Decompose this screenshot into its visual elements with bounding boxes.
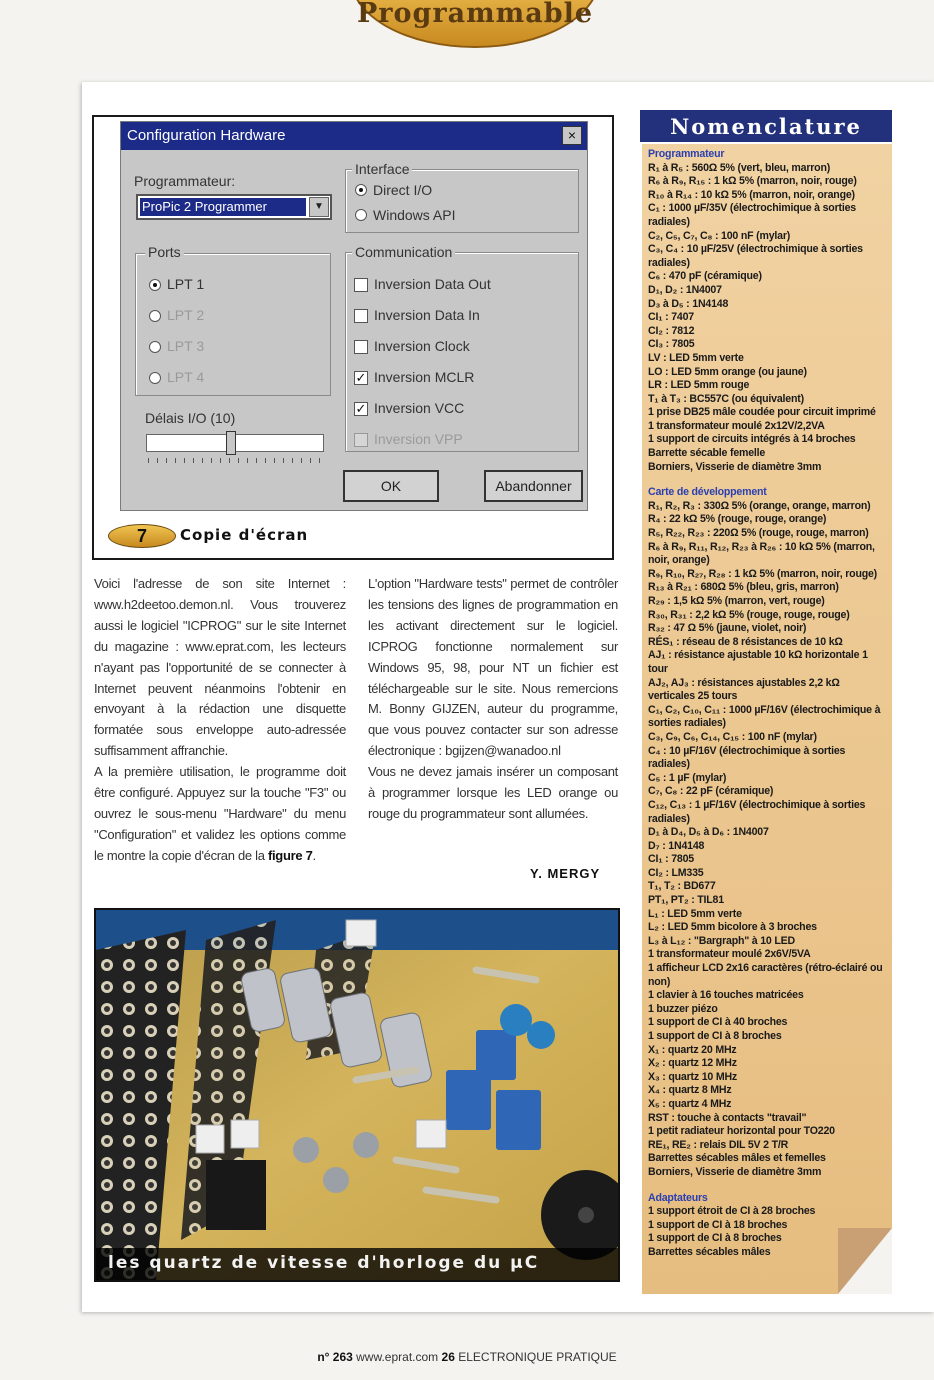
paragraph-text: A la première utilisation, le programme doit être configuré. Appuyez sur la touche "F3" ou ouvrez le sous-menu "Hardware" du menu "Configuration" et validez les options comme le montre la copie d'écran de la (94, 764, 346, 863)
nomenclature-item: Barrettes sécables mâles (648, 1245, 771, 1258)
nomenclature-box (638, 108, 894, 1298)
nomenclature-item: R₄ : 22 kΩ 5% (rouge, rouge, orange) (648, 513, 827, 526)
ports-label: Ports (145, 244, 184, 260)
nomenclature-item: RE₁, RE₂ : relais DIL 5V 2 T/R (648, 1138, 789, 1151)
nomenclature-item: C₁, C₂, C₁₀, C₁₁ : 1000 µF/16V (électrochimique à sorties radiales) (648, 703, 881, 730)
nomenclature-item: CI₂ : LM335 (648, 866, 704, 879)
nomenclature-section-heading: Programmateur (648, 148, 725, 160)
delay-slider-ticks (148, 458, 320, 463)
nomenclature-item: C₃, C₄ : 10 µF/25V (électrochimique à sorties radiales) (648, 243, 863, 269)
checkmark-icon: ✓ (355, 370, 367, 385)
nomenclature-item: 1 support de CI à 8 broches (648, 1030, 782, 1042)
nomenclature-item: 1 transformateur moulé 2x6V/5VA (648, 948, 811, 961)
nomenclature-item: PT₁, PT₂ : TIL81 (648, 894, 724, 907)
nomenclature-item: R₅, R₂₂, R₂₃ : 220Ω 5% (rouge, rouge, marron) (648, 527, 869, 540)
nomenclature-item: 1 afficheur LCD 2x16 caractères (rétro-éclairé ou non) (648, 962, 883, 988)
pcb-photo-illustration (96, 910, 618, 1280)
delay-slider-thumb[interactable] (226, 431, 236, 455)
close-button[interactable] (562, 126, 582, 145)
section-header-tab (350, 0, 600, 48)
nomenclature-item: CI₁ : 7805 (648, 853, 694, 866)
checkbox-inversion-mclr[interactable] (354, 371, 368, 385)
issue-number: n° 263 (317, 1350, 353, 1364)
nomenclature-item: L₁ : LED 5mm verte (648, 907, 742, 920)
dialog-title: Configuration Hardware (127, 127, 286, 144)
nomenclature-item: LR : LED 5mm rouge (648, 379, 750, 392)
nomenclature-item: Borniers, Visserie de diamètre 3mm (648, 1165, 822, 1178)
photo-caption-bar (96, 1248, 618, 1280)
nomenclature-item: R₉, R₁₀, R₂₇, R₂₈ : 1 kΩ 5% (marron, noir, rouge) (648, 567, 878, 580)
nomenclature-item: R₃₀, R₃₁ : 2,2 kΩ 5% (rouge, rouge, rouge) (648, 608, 850, 621)
dialog-titlebar[interactable] (121, 122, 587, 150)
nomenclature-list (648, 148, 888, 1260)
nomenclature-item: CI₂ : 7812 (648, 324, 695, 337)
nomenclature-item: X₃ : quartz 10 MHz (648, 1070, 738, 1083)
nomenclature-item: RÉS₁ : réseau de 8 résistances de 10 kΩ (648, 635, 843, 648)
nomenclature-item: Borniers, Visserie de diamètre 3mm (648, 460, 822, 473)
nomenclature-title: Nomenclature (670, 114, 862, 139)
nomenclature-item: X₂ : quartz 12 MHz (648, 1057, 737, 1070)
communication-label: Communication (352, 244, 455, 260)
interface-label: Interface (352, 161, 412, 177)
port-lpt4-label: LPT 4 (167, 369, 205, 385)
nomenclature-item: 1 support de CI à 18 broches (648, 1218, 788, 1231)
nomenclature-section-heading: Adaptateurs (648, 1191, 708, 1204)
nomenclature-item: C₄ : 10 µF/16V (électrochimique à sorties radiales) (648, 744, 846, 771)
paragraph: Vous ne devez jamais insérer un composant à programmer lorsque les LED orange ou rouge du programmateur sont allumées. (368, 764, 618, 821)
figure-number-badge: 7 (108, 524, 176, 548)
nomenclature-item: 1 support de CI à 8 broches (648, 1232, 782, 1245)
inversion-clock-label: Inversion Clock (374, 338, 470, 354)
checkbox-inversion-vpp[interactable] (354, 433, 368, 447)
page-number: 26 (441, 1350, 455, 1364)
nomenclature-item: 1 petit radiateur horizontal pour TO220 (648, 1125, 835, 1138)
direct-io-label: Direct I/O (373, 182, 433, 198)
section-title: Programmable (356, 0, 594, 29)
figure-caption-row (108, 522, 408, 550)
delay-label: Délais I/O (10) (145, 410, 236, 426)
nomenclature-item: 1 transformateur moulé 2x12V/2,2VA (648, 419, 825, 432)
nomenclature-item: 1 support de CI à 40 broches (648, 1016, 788, 1029)
config-hardware-dialog (120, 121, 588, 511)
nomenclature-item: X₅ : quartz 4 MHz (648, 1097, 732, 1110)
paragraph-end: . (312, 847, 316, 863)
nomenclature-item: Barrette sécable femelle (648, 447, 766, 460)
nomenclature-item: AJ₂, AJ₃ : résistances ajustables 2,2 kΩ verticales 25 tours (648, 676, 840, 703)
nomenclature-item: R₂₉ : 1,5 kΩ 5% (marron, vert, rouge) (648, 595, 825, 607)
checkbox-inversion-vcc[interactable] (354, 402, 368, 416)
nomenclature-item: C₇, C₈ : 22 pF (céramique) (648, 785, 774, 798)
nomenclature-item: R₁, R₂, R₃ : 330Ω 5% (orange, orange, marron) (648, 499, 871, 512)
nomenclature-item: C₁ : 1000 µF/35V (électrochimique à sorties radiales) (648, 202, 856, 228)
nomenclature-item: LO : LED 5mm orange (ou jaune) (648, 365, 807, 378)
nomenclature-item: R₆ à R₉, R₁₁, R₁₂, R₂₃ à R₂₆ : 10 kΩ 5% (marron, noir, orange) (648, 540, 875, 567)
inversion-mclr-label: Inversion MCLR (374, 369, 475, 385)
nomenclature-item: Barrettes sécables mâles et femelles (648, 1152, 826, 1165)
inversion-data-in-label: Inversion Data In (374, 307, 480, 323)
ports-group (135, 253, 331, 396)
nomenclature-item: D₁, D₂ : 1N4007 (648, 283, 722, 296)
figure-caption: Copie d'écran (180, 526, 309, 544)
port-lpt1-label: LPT 1 (167, 276, 205, 292)
nomenclature-item: 1 buzzer piézo (648, 1002, 718, 1015)
radio-lpt2[interactable] (149, 310, 161, 322)
nomenclature-item: C₂, C₅, C₇, C₈ : 100 nF (mylar) (648, 229, 791, 242)
port-lpt2-label: LPT 2 (167, 307, 205, 323)
radio-lpt1[interactable] (149, 279, 161, 291)
author-name: Y. MERGY (530, 866, 601, 881)
nomenclature-section-heading: Carte de développement (648, 486, 767, 499)
nomenclature-item: T₁ à T₃ : BC557C (ou équivalent) (648, 392, 804, 405)
nomenclature-item: LV : LED 5mm verte (648, 351, 744, 364)
nomenclature-item: 1 support étroit de CI à 28 broches (648, 1205, 816, 1218)
radio-direct-io[interactable] (355, 184, 367, 196)
radio-lpt4[interactable] (149, 372, 161, 384)
nomenclature-item: C₆ : 470 pF (céramique) (648, 270, 762, 283)
nomenclature-item: C₁₂, C₁₃ : 1 µF/16V (électrochimique à sorties radiales) (648, 798, 866, 825)
cancel-button[interactable]: Abandonner (484, 470, 583, 502)
nomenclature-item: R₁ à R₅ : 560Ω 5% (vert, bleu, marron) (648, 161, 831, 174)
ok-button[interactable]: OK (343, 470, 439, 502)
checkmark-icon: ✓ (355, 401, 367, 416)
paragraph: Voici l'adresse de son site Internet : www.h2deetoo.demon.nl. Vous trouverez aussi le logiciel "ICPROG" sur le site Internet du magazine : www.eprat.com, les lecteurs n'ayant pas l'opportunité de se connecter à Internet peuvent néanmoins l'obtenir en envoyant à la rédaction une disquette formatée sous enveloppe auto-adressée suffisamment affranchie. (94, 576, 346, 759)
checkbox-inversion-data-in[interactable] (354, 309, 368, 323)
nomenclature-title-bar (640, 110, 892, 142)
nomenclature-item: 1 support de circuits intégrés à 14 broches (648, 433, 856, 446)
nomenclature-item: X₄ : quartz 8 MHz (648, 1084, 732, 1097)
page-curl (838, 1228, 892, 1294)
nomenclature-item: R₁₀ à R₁₄ : 10 kΩ 5% (marron, noir, orange) (648, 188, 855, 201)
nomenclature-item: AJ₁ : résistance ajustable 10 kΩ horizontale 1 tour (648, 649, 868, 675)
nomenclature-item: L₃ à L₁₂ : "Bargraph" à 10 LED (648, 934, 795, 947)
nomenclature-item: L₂ : LED 5mm bicolore à 3 broches (648, 921, 817, 934)
nomenclature-item: R₆ à R₉, R₁₅ : 1 kΩ 5% (marron, noir, rouge) (648, 175, 857, 188)
nomenclature-item: C₅ : 1 µF (mylar) (648, 771, 727, 784)
page-footer (0, 1350, 934, 1364)
checkbox-inversion-data-out[interactable] (354, 278, 368, 292)
programmer-select-value: ProPic 2 Programmer (140, 198, 306, 216)
radio-lpt3[interactable] (149, 341, 161, 353)
radio-windows-api[interactable] (355, 209, 367, 221)
nomenclature-item: C₃, C₉, C₆, C₁₄, C₁₅ : 100 nF (mylar) (648, 730, 817, 743)
nomenclature-item: R₁₃ à R₂₁ : 680Ω 5% (bleu, gris, marron) (648, 581, 839, 594)
paragraph: L'option "Hardware tests" permet de contrôler les tensions des lignes de programmation en les activant directement sur le logiciel. ICPROG fonctionne normalement sur Windows 95, 98, pour NT un fichier est téléchargeable sur le site. Nous remercions M. Bonny GIJZEN, auteur du programme, que vous pouvez contacter sur son adresse électronique : bgijzen@wanadoo.nl (368, 576, 618, 759)
programmer-select[interactable] (136, 194, 332, 220)
windows-api-label: Windows API (373, 207, 456, 223)
article-column-right (368, 574, 618, 825)
programmer-label: Programmateur: (134, 173, 236, 189)
nomenclature-item: R₃₂ : 47 Ω 5% (jaune, violet, noir) (648, 622, 807, 635)
nomenclature-item: CI₁ : 7407 (648, 311, 694, 324)
nomenclature-item: D₃ à D₅ : 1N4148 (648, 297, 729, 310)
nomenclature-item: D₁ à D₄, D₅ à D₆ : 1N4007 (648, 826, 769, 839)
article-column-left (94, 574, 346, 867)
inversion-vpp-label: Inversion VPP (374, 431, 463, 447)
nomenclature-item: 1 prise DB25 mâle coudée pour circuit imprimé (648, 406, 876, 419)
nomenclature-item: D₇ : 1N4148 (648, 839, 705, 852)
interface-group (345, 169, 579, 233)
port-lpt3-label: LPT 3 (167, 338, 205, 354)
nomenclature-item: X₁ : quartz 20 MHz (648, 1043, 737, 1056)
figure-reference: figure 7 (267, 847, 313, 863)
inversion-vcc-label: Inversion VCC (374, 400, 465, 416)
photo-caption: les quartz de vitesse d'horloge du µC (108, 1253, 540, 1273)
close-icon: × (567, 127, 577, 143)
pcb-photo (94, 908, 620, 1282)
footer-site: www.eprat.com (356, 1350, 439, 1364)
inversion-data-out-label: Inversion Data Out (374, 276, 491, 292)
checkbox-inversion-clock[interactable] (354, 340, 368, 354)
nomenclature-body (642, 144, 892, 1294)
nomenclature-item: T₁, T₂ : BD677 (648, 880, 716, 893)
nomenclature-item: RST : touche à contacts "travail" (648, 1111, 807, 1124)
paragraph (94, 762, 346, 867)
nomenclature-item: CI₃ : 7805 (648, 338, 695, 351)
nomenclature-item: 1 clavier à 16 touches matricées (648, 989, 804, 1002)
chevron-down-icon[interactable]: ▼ (309, 197, 329, 217)
magazine-name: ELECTRONIQUE PRATIQUE (458, 1350, 617, 1364)
